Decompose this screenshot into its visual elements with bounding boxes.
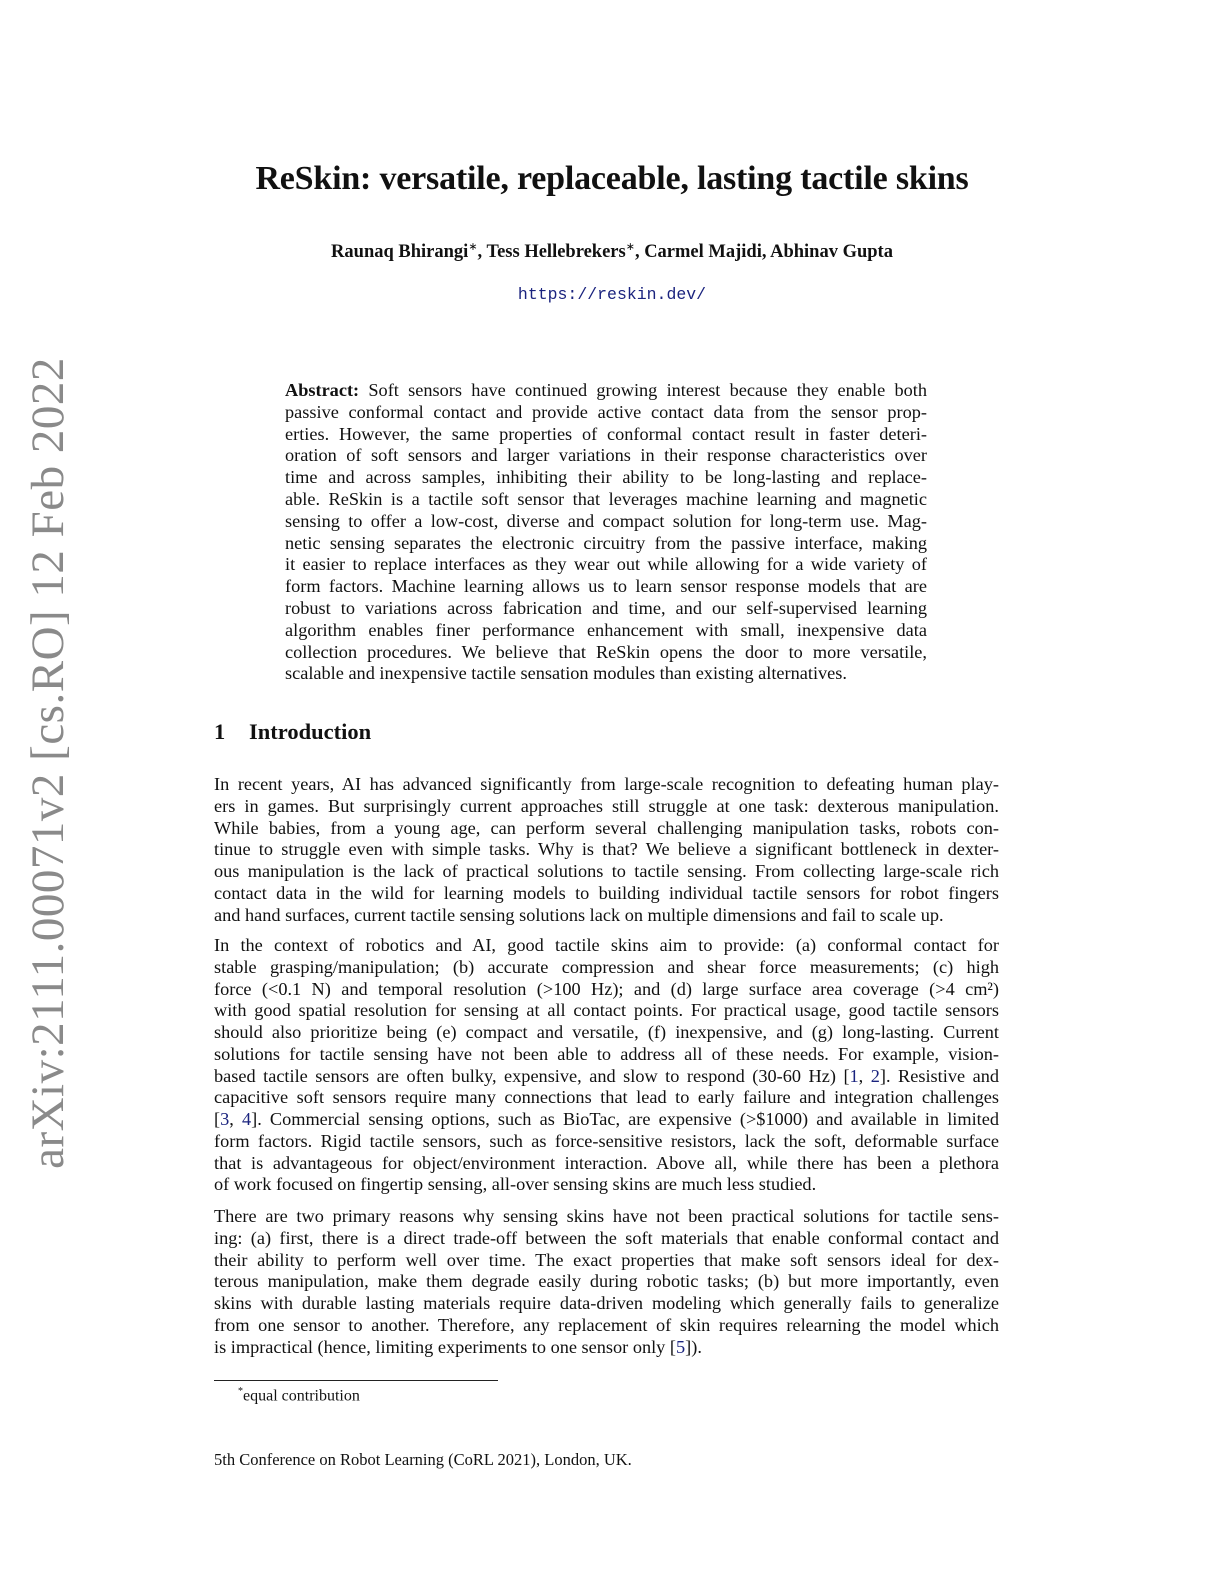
- paragraph-line: is impractical (hence, limiting experiments to one sensor only [5]).: [214, 1336, 702, 1357]
- paragraph-line: [3, 4]. Commercial sensing options, such as BioTac, are expensive (>$1000) and available in limited: [214, 1109, 1000, 1129]
- paragraph-line: In recent years, AI has advanced significantly from large-scale recognition to defeating human play-: [214, 774, 999, 794]
- citation-link[interactable]: 5: [676, 1336, 686, 1357]
- paragraph-line: based tactile sensors are often bulky, expensive, and slow to respond (30-60 Hz) [1, 2]. Resistive and: [214, 1065, 999, 1086]
- paragraph-line: solutions for tactile sensing have not been able to address all of these needs. For example, vision-: [214, 1043, 999, 1064]
- abstract-line: able. ReSkin is a tactile soft sensor that leverages machine learning and magnetic: [285, 489, 927, 509]
- abstract-line: form factors. Machine learning allows us to learn sensor response models that are: [285, 576, 927, 597]
- paragraph-line: contact data in the wild for learning models to building individual tactile sensors for robot fingers: [214, 882, 999, 903]
- paragraph-line: force (<0.1 N) and temporal resolution (>100 Hz); and (d) large surface area coverage (>4 cm²): [214, 978, 999, 999]
- paragraph-line: capacitive soft sensors require many connections that lead to early failure and integration challenges: [214, 1087, 999, 1108]
- paragraph-line: form factors. Rigid tactile sensors, such as force-sensitive resistors, lack the soft, deformable surface: [214, 1130, 999, 1151]
- abstract-line: sensing to offer a low-cost, diverse and compact solution for long-term use. Mag-: [285, 510, 927, 531]
- abstract-line: robust to variations across fabrication and time, and our self-supervised learning: [285, 598, 927, 618]
- abstract-line: netic sensing separates the electronic circuitry from the passive interface, making: [285, 532, 927, 553]
- paragraph-line: should also prioritize being (e) compact and versatile, (f) inexpensive, and (g) long-lasting. Current: [214, 1022, 999, 1042]
- project-url-link[interactable]: https://reskin.dev/: [517, 285, 707, 304]
- footnote-mark: *: [238, 1386, 243, 1397]
- paragraph-line: that is advantageous for object/environment interaction. Above all, while there has been a plethora: [214, 1152, 999, 1173]
- author-name: Raunaq Bhirangi: [331, 242, 469, 263]
- paragraph-line: There are two primary reasons why sensing skins have not been practical solutions for tactile sens-: [214, 1206, 999, 1226]
- paper-title: ReSkin: versatile, replaceable, lasting tactile skins: [255, 160, 969, 197]
- paragraph-line: skins with durable lasting materials require data-driven modeling which generally fails to generalize: [214, 1293, 999, 1313]
- author-mark: ∗: [625, 241, 635, 253]
- citation-link[interactable]: 3: [220, 1109, 230, 1129]
- paragraph-line: and hand surfaces, current tactile sensing solutions lack on multiple dimensions and fail to scale up.: [214, 904, 944, 925]
- citation-link[interactable]: 2: [870, 1065, 880, 1086]
- abstract-label: Abstract:: [285, 380, 360, 400]
- paragraph-line: their ability to perform well over time. The exact properties that make soft sensors ideal for dex-: [214, 1249, 999, 1270]
- arxiv-stamp: arXiv:2111.00071v2 [cs.RO] 12 Feb 2022: [22, 357, 74, 1169]
- section-number: 1: [214, 719, 226, 744]
- abstract-text: Soft sensors have continued growing interest because they enable both: [359, 380, 927, 400]
- author-name: Tess Hellebrekers: [486, 242, 626, 263]
- footnote: [238, 1386, 360, 1405]
- paragraph-line: of work focused on fingertip sensing, all-over sensing skins are much less studied.: [214, 1174, 817, 1195]
- venue-note: 5th Conference on Robot Learning (CoRL 2021), London, UK.: [214, 1450, 632, 1469]
- author-name: Carmel Majidi: [644, 242, 762, 263]
- abstract-line: time and across samples, inhibiting their ability to be long-lasting and replace-: [285, 467, 927, 488]
- footnote-rule: [214, 1380, 498, 1381]
- author-mark: ∗: [468, 241, 478, 253]
- abstract-line: it easier to replace interfaces as they wear out while allowing for a wide variety of: [285, 554, 927, 575]
- paragraph-line: ing: (a) first, there is a direct trade-off between the soft materials that enable conformal contact and: [214, 1227, 999, 1248]
- abstract-line: scalable and inexpensive tactile sensation modules than existing alternatives.: [285, 663, 847, 684]
- section-title: Introduction: [249, 719, 372, 744]
- abstract-line: erties. However, the same properties of conformal contact result in faster deteri-: [285, 423, 927, 444]
- paragraph-line: tinue to struggle even with simple tasks. Why is that? We believe a significant bottleneck in dexter-: [214, 839, 999, 860]
- paragraph-line: While babies, from a young age, can perform several challenging manipulation tasks, robots con-: [214, 817, 999, 838]
- paragraph-line: In the context of robotics and AI, good tactile skins aim to provide: (a) conformal contact for: [214, 935, 999, 955]
- paragraph-line: terous manipulation, make them degrade easily during robotic tasks; (b) but more importantly, even: [214, 1271, 999, 1292]
- paragraph-line: ers in games. But surprisingly current approaches still struggle at one task: dexterous manipulation.: [214, 795, 999, 816]
- abstract-line: [285, 379, 927, 401]
- abstract-line: collection procedures. We believe that ReSkin opens the door to more versatile,: [285, 641, 927, 662]
- abstract-line: oration of soft sensors and larger variations in their response characteristics over: [285, 445, 927, 466]
- abstract-line: algorithm enables finer performance enhancement with small, inexpensive data: [285, 619, 927, 640]
- paragraph-line: stable grasping/manipulation; (b) accurate compression and shear force measurements; (c) high: [214, 956, 999, 977]
- author-list: Raunaq Bhirangi∗, Tess Hellebrekers∗, Carmel Majidi, Abhinav Gupta: [331, 241, 893, 263]
- citation-link[interactable]: 1: [849, 1065, 859, 1086]
- abstract-line: passive conformal contact and provide active contact data from the sensor prop-: [285, 401, 927, 422]
- section-heading: [214, 719, 371, 745]
- paragraph-line: with good spatial resolution for sensing at all contact points. For practical usage, good tactile sensors: [214, 1000, 999, 1021]
- author-name: Abhinav Gupta: [770, 242, 893, 263]
- footnote-text: equal contribution: [243, 1387, 360, 1405]
- paragraph-line: from one sensor to another. Therefore, any replacement of skin requires relearning the model which: [214, 1314, 999, 1335]
- citation-link[interactable]: 4: [241, 1109, 252, 1129]
- paragraph-line: ous manipulation is the lack of practical solutions to tactile sensing. From collecting large-scale rich: [214, 861, 999, 881]
